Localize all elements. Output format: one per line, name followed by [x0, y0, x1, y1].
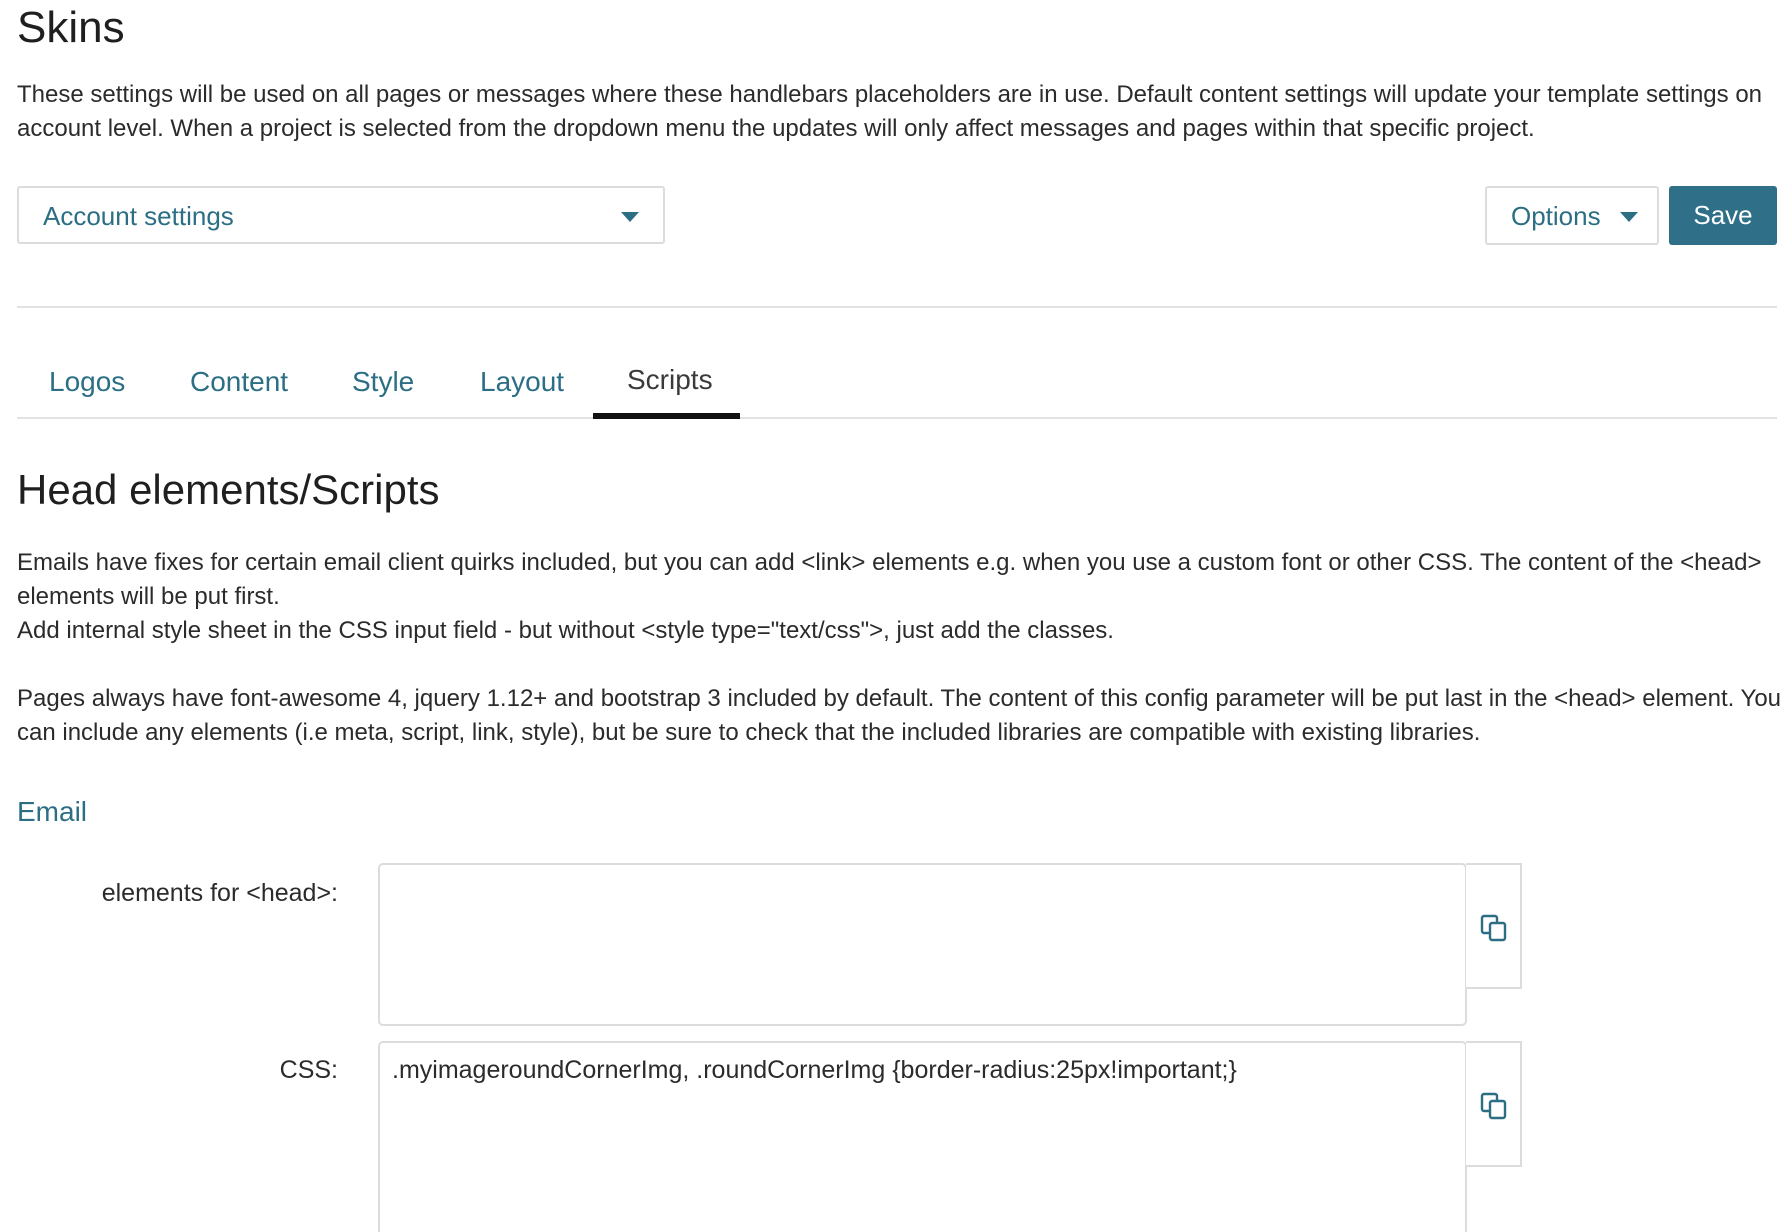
css-label: CSS:: [279, 1056, 338, 1084]
head-elements-label: elements for <head>:: [101, 879, 338, 907]
divider: [17, 306, 1777, 308]
copy-head-elements-button[interactable]: [1466, 863, 1522, 989]
css-textarea[interactable]: [378, 1041, 1467, 1232]
copy-css-button[interactable]: [1466, 1041, 1522, 1167]
tab-divider: [17, 417, 1777, 419]
active-tab-indicator: [593, 413, 740, 419]
save-button[interactable]: Save: [1669, 186, 1777, 245]
tab-scripts[interactable]: Scripts: [627, 364, 713, 395]
tab-logos[interactable]: Logos: [49, 366, 126, 397]
tab-style[interactable]: Style: [352, 366, 415, 397]
options-button[interactable]: [1485, 186, 1659, 245]
section-description-emails: Emails have fixes for certain email client quirks included, but you can add <link> elements e.g. when you use a custom font or other CSS. The content of the <head> elements will be put first.: [17, 549, 1762, 610]
head-elements-textarea[interactable]: [378, 863, 1467, 1026]
section-description-css: Add internal style sheet in the CSS input field - but without <style type="text/css">, just add the classes.: [17, 617, 1114, 644]
caret-down-icon: [1620, 212, 1638, 222]
tab-content[interactable]: Content: [190, 366, 289, 397]
intro-text: These settings will be used on all pages or messages where these handlebars placeholders are in use. Default content settings will update your template settings on account level. When a project is selected from the dropdown menu the updates will only affect messages and pages within that specific project.: [17, 81, 1763, 142]
project-select-dropdown[interactable]: [17, 186, 665, 244]
tab-layout[interactable]: Layout: [480, 366, 565, 397]
tab-bar: [17, 360, 1777, 420]
options-label: Options: [1511, 201, 1601, 231]
section-title: Head elements/Scripts: [17, 466, 440, 513]
project-select-value: Account settings: [43, 201, 234, 231]
section-description-pages: Pages always have font-awesome 4, jquery 1.12+ and bootstrap 3 included by default. The content of this config parameter will be put last in the <head> element. You can include any elements (i.e meta, script, link, style), but be sure to check that the included libraries are compatible with existing libraries.: [17, 685, 1782, 746]
caret-down-icon: [621, 212, 639, 222]
email-heading: Email: [17, 796, 88, 827]
copy-icon: [1480, 913, 1508, 943]
page-title: Skins: [17, 3, 125, 52]
copy-icon: [1480, 1091, 1508, 1121]
